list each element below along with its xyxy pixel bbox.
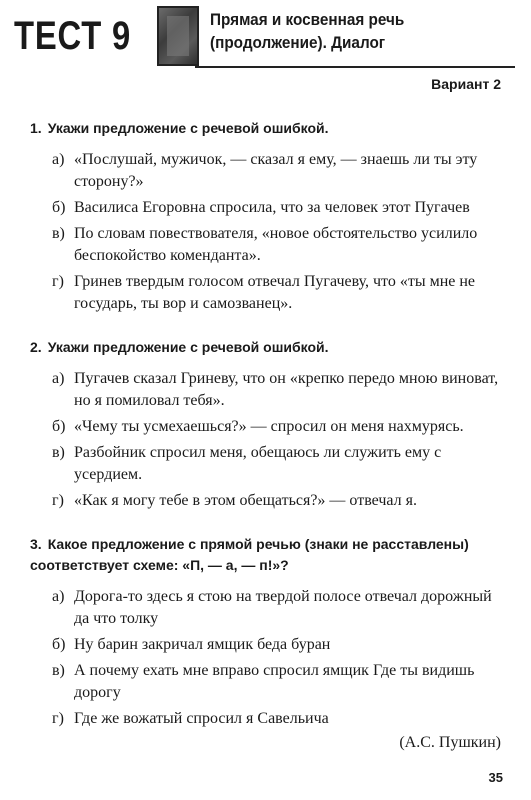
option-letter: а) [52, 151, 65, 168]
option-letter: г) [52, 273, 64, 290]
option-item[interactable] [52, 660, 505, 704]
option-text: Разбойник спросил меня, обещаюсь ли служить ему с усердием. [74, 444, 442, 483]
question-title [30, 337, 505, 358]
option-letter: а) [52, 370, 65, 387]
option-letter: б) [52, 199, 66, 216]
question-number: 1. [30, 120, 42, 136]
option-text: «Послушай, мужичок, — сказал я ему, — знаешь ли ты эту сторону?» [74, 151, 478, 190]
option-item[interactable] [52, 271, 505, 315]
option-text: «Чему ты усмехаешься?» — спросил он меня нахмурясь. [74, 418, 464, 435]
option-item[interactable] [52, 368, 505, 412]
question-2 [0, 337, 531, 512]
option-text: Где же вожатый спросил я Савельича [74, 710, 329, 727]
option-text: Гринев твердым голосом отвечал Пугачеву, что «ты мне не государь, ты вор и самозванец». [74, 273, 476, 312]
variant-label: Вариант 2 [431, 76, 501, 92]
topic-line-1: Прямая и косвенная речь [210, 10, 405, 29]
option-text: Пугачев сказал Гриневу, что он «крепко передо мною виноват, но я помиловал тебя». [74, 370, 499, 409]
option-item[interactable] [52, 708, 505, 730]
question-text: Укажи предложение с речевой ошибкой. [47, 120, 329, 136]
author-attribution: (А.С. Пушкин) [399, 734, 501, 751]
option-text: По словам повествователя, «новое обстоятельство усилило беспокойство коменданта». [74, 225, 478, 264]
option-letter: а) [52, 588, 65, 605]
option-letter: в) [52, 662, 65, 679]
option-letter: б) [52, 636, 66, 653]
question-text: Укажи предложение с речевой ошибкой. [47, 339, 329, 355]
page-number: 35 [488, 770, 503, 785]
option-item[interactable] [52, 223, 505, 267]
question-number: 3. [30, 536, 42, 552]
question-number: 2. [30, 339, 42, 355]
option-item[interactable] [52, 586, 505, 630]
topic-title [210, 8, 404, 54]
options-list [52, 368, 505, 512]
questions-list [0, 118, 531, 752]
option-letter: б) [52, 418, 66, 435]
options-list [52, 586, 505, 730]
question-text: Какое предложение с прямой речью (знаки не расставлены) соответствует схеме: «П, — а, — п!»? [30, 536, 469, 573]
option-item[interactable] [52, 442, 505, 486]
option-item[interactable] [52, 416, 505, 438]
options-list [52, 149, 505, 315]
decorative-block [157, 6, 199, 66]
question-title [30, 534, 505, 576]
option-item[interactable] [52, 197, 505, 219]
option-item[interactable] [52, 490, 505, 512]
option-text: А почему ехать мне вправо спросил ямщик Где ты видишь дорогу [74, 662, 475, 701]
option-letter: в) [52, 444, 65, 461]
option-text: Василиса Егоровна спросила, что за человек этот Пугачев [74, 199, 470, 216]
option-item[interactable] [52, 149, 505, 193]
option-text: Ну барин закричал ямщик беда буран [74, 636, 331, 653]
test-title: ТЕСТ 9 [14, 14, 132, 58]
header-rule [195, 66, 515, 68]
option-letter: г) [52, 492, 64, 509]
option-text: «Как я могу тебе в этом обещаться?» — отвечал я. [74, 492, 417, 509]
page-header [0, 0, 531, 90]
option-item[interactable] [52, 634, 505, 656]
topic-line-2: (продолжение). Диалог [210, 33, 386, 52]
question-3 [0, 534, 531, 730]
option-letter: г) [52, 710, 64, 727]
option-text: Дорога-то здесь я стою на твердой полосе отвечал дорожный да что толку [74, 588, 492, 627]
question-title [30, 118, 505, 139]
option-letter: в) [52, 225, 65, 242]
question-1 [0, 118, 531, 315]
